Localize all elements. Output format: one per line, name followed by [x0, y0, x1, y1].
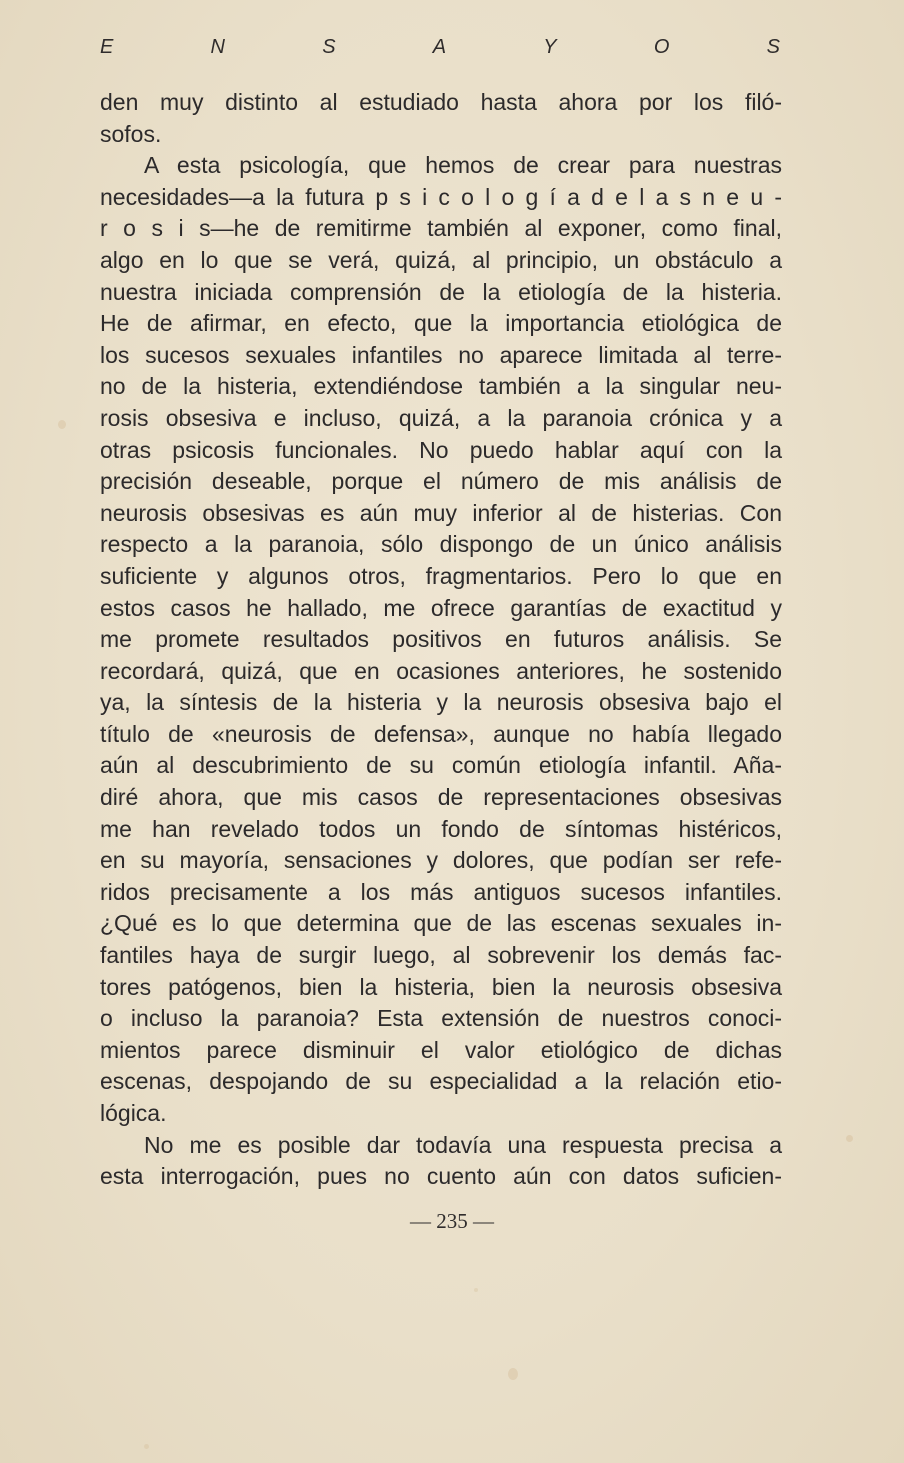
- paper-speck: [508, 1368, 518, 1380]
- text-line: no de la histeria, extendiéndose también a la singular neu-: [100, 373, 782, 400]
- page-number: — 235 —: [410, 1209, 494, 1233]
- header-letter: N: [210, 36, 225, 58]
- text-line: precisión deseable, porque el número de mis análisis de: [100, 468, 782, 495]
- header-letter: Y: [543, 36, 557, 58]
- text-line: estos casos he hallado, me ofrece garantías de exactitud y: [100, 594, 782, 621]
- text-line: nuestra iniciada comprensión de la etiología de la histeria.: [100, 278, 782, 305]
- text-line: rosis obsesiva e incluso, quizá, a la paranoia crónica y a: [100, 404, 782, 431]
- paper-speck: [846, 1135, 853, 1142]
- text-line: título de «neurosis de defensa», aunque no había llegado: [100, 720, 782, 747]
- text-line: necesidades—a la futura p s i c o l o g í a d e l a s n e u -: [100, 183, 782, 210]
- text-line: aún al descubrimiento de su común etiología infantil. Aña-: [100, 752, 782, 779]
- text-line: r o s i s—he de remitirme también al exponer, como final,: [100, 215, 782, 242]
- header-letter: E: [100, 36, 114, 58]
- paper-speck: [474, 1288, 478, 1292]
- text-line: ridos precisamente a los más antiguos sucesos infantiles.: [100, 878, 782, 905]
- text-line: respecto a la paranoia, sólo dispongo de un único análisis: [100, 531, 782, 558]
- text-line: No me es posible dar todavía una respuesta precisa a: [144, 1131, 782, 1158]
- body-text: [100, 87, 782, 1193]
- text-line: o incluso la paranoia? Esta extensión de nuestros conoci-: [100, 1005, 782, 1032]
- text-line: suficiente y algunos otros, fragmentarios. Pero lo que en: [100, 562, 782, 589]
- text-line: los sucesos sexuales infantiles no aparece limitada al terre-: [100, 341, 782, 368]
- header-letter: A: [432, 36, 447, 58]
- paper-speck: [144, 1444, 149, 1449]
- text-line: escenas, despojando de su especialidad a la relación etio-: [100, 1068, 782, 1095]
- text-line: ya, la síntesis de la histeria y la neurosis obsesiva bajo el: [100, 689, 782, 716]
- text-line: mientos parece disminuir el valor etiológico de dichas: [100, 1036, 782, 1063]
- text-line: ¿Qué es lo que determina que de las escenas sexuales in-: [100, 910, 782, 937]
- running-header: [100, 36, 780, 59]
- text-line: me han revelado todos un fondo de síntomas histéricos,: [100, 815, 782, 842]
- text-line: He de afirmar, en efecto, que la importancia etiológica de: [100, 310, 782, 337]
- text-line: me promete resultados positivos en futuros análisis. Se: [100, 626, 782, 653]
- text-line: sofos.: [100, 120, 162, 147]
- text-line: otras psicosis funcionales. No puedo hablar aquí con la: [100, 436, 782, 463]
- text-line: A esta psicología, que hemos de crear para nuestras: [144, 152, 782, 179]
- text-line: lógica.: [100, 1100, 167, 1126]
- header-letter: S: [766, 36, 780, 58]
- header-letter: S: [322, 36, 336, 58]
- header-letter: O: [653, 36, 670, 58]
- text-line: en su mayoría, sensaciones y dolores, que podían ser refe-: [100, 847, 782, 874]
- text-line: recordará, quizá, que en ocasiones anteriores, he sostenido: [100, 657, 782, 684]
- text-line: diré ahora, que mis casos de representaciones obsesivas: [100, 784, 782, 811]
- paper-speck: [58, 420, 66, 429]
- text-line: fantiles haya de surgir luego, al sobrevenir los demás fac-: [100, 942, 782, 969]
- text-line: tores patógenos, bien la histeria, bien la neurosis obsesiva: [100, 973, 782, 1000]
- text-line: den muy distinto al estudiado hasta ahora por los filó-: [100, 89, 782, 115]
- text-line: algo en lo que se verá, quizá, al principio, un obstáculo a: [100, 246, 782, 273]
- text-line: neurosis obsesivas es aún muy inferior al de histerias. Con: [100, 499, 782, 526]
- text-line: esta interrogación, pues no cuento aún con datos suficien-: [100, 1163, 782, 1190]
